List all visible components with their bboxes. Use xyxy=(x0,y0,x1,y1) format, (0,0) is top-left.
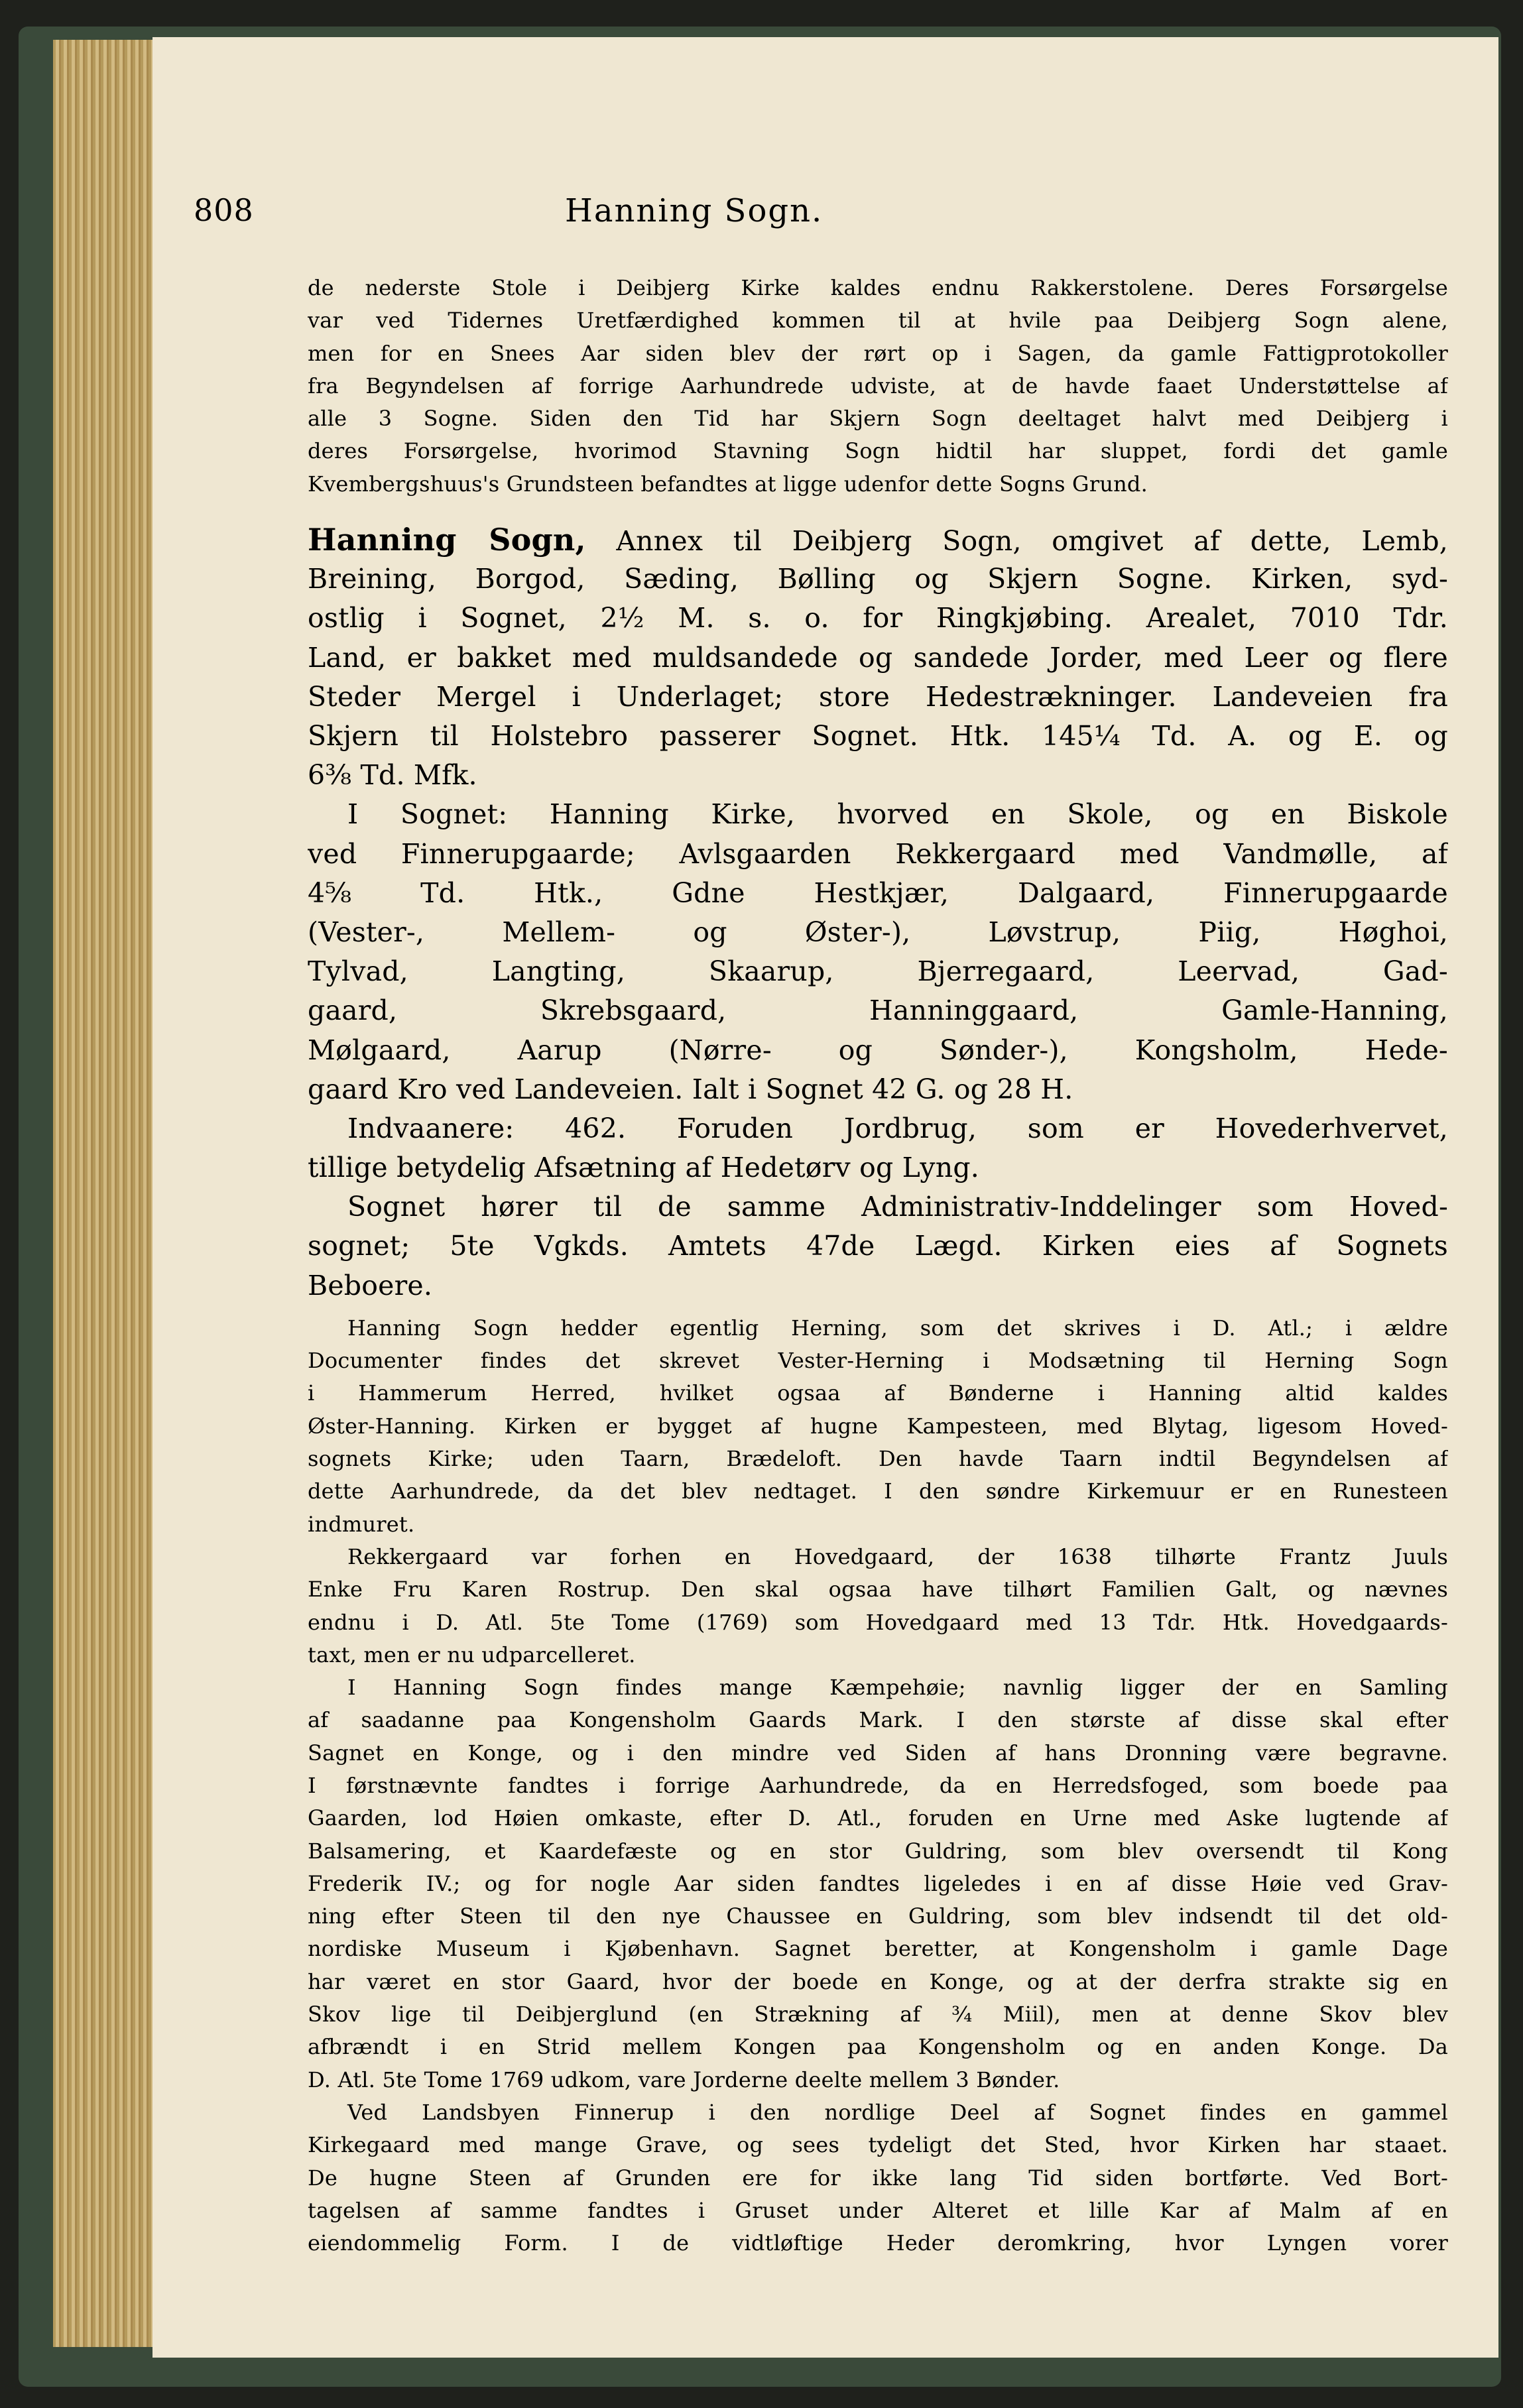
text-line: Kvembergshuus's Grundsteen befandtes at ligge udenfor dette Sogns Grund. xyxy=(308,471,1148,497)
notes-section xyxy=(308,1312,1448,2260)
text-line: sognet; 5te Vgkds. Amtets 47de Lægd. Kirken eies af Sognets xyxy=(308,1230,1448,1262)
text-line: Ved Landsbyen Finnerup i den nordlige Deel af Sognet findes en gammel xyxy=(347,2099,1448,2125)
text-line: Breining, Borgod, Sæding, Bølling og Skjern Sogne. Kirken, syd- xyxy=(308,563,1448,595)
text-line: Tylvad, Langting, Skaarup, Bjerregaard, Leervad, Gad- xyxy=(308,955,1448,988)
text-line: Enke Fru Karen Rostrup. Den skal ogsaa have tilhørt Familien Galt, og nævnes xyxy=(308,1577,1448,1602)
text-line: (Vester-, Mellem- og Øster-), Løvstrup, Piig, Høghoi, xyxy=(308,916,1448,948)
text-line: Gaarden, lod Høien omkaste, efter D. Atl., foruden en Urne med Aske lugtende af xyxy=(308,1805,1448,1831)
text-line: 6⅜ Td. Mfk. xyxy=(308,759,477,792)
text-line: endnu i D. Atl. 5te Tome (1769) som Hovedgaard med 13 Tdr. Htk. Hovedgaards- xyxy=(308,1609,1448,1635)
text-line: nordiske Museum i Kjøbenhavn. Sagnet beretter, at Kongensholm i gamle Dage xyxy=(308,1936,1448,1962)
text-line: i Hammerum Herred, hvilket ogsaa af Bønderne i Hanning altid kaldes xyxy=(308,1380,1448,1406)
text-line: Rekkergaard var forhen en Hovedgaard, der 1638 tilhørte Frantz Juuls xyxy=(347,1543,1448,1569)
text-line: Øster-Hanning. Kirken er bygget af hugne Kampesteen, med Blytag, ligesom Hoved- xyxy=(308,1413,1448,1439)
text-line: I førstnævnte fandtes i forrige Aarhundrede, da en Herredsfoged, som boede paa xyxy=(308,1772,1448,1798)
text-line: Indvaanere: 462. Foruden Jordbrug, som er Hovederhvervet, xyxy=(347,1112,1448,1144)
text-line: men for en Snees Aar siden blev der rørt op i Sagen, da gamle Fattigprotokoller xyxy=(308,340,1448,366)
text-line: indmuret. xyxy=(308,1511,415,1537)
text-line: I Sognet: Hanning Kirke, hvorved en Skole, og en Biskole xyxy=(347,798,1448,831)
spacer xyxy=(308,1305,1448,1312)
text-line: var ved Tidernes Uretfærdighed kommen til at hvile paa Deibjerg Sogn alene, xyxy=(308,308,1448,333)
text-line: de nederste Stole i Deibjerg Kirke kaldes endnu Rakkerstolene. Deres Forsørgelse xyxy=(308,275,1448,300)
entry-heading-line xyxy=(308,520,1448,560)
text-line: Beboere. xyxy=(308,1269,433,1301)
text-line: ostlig i Sognet, 2½ M. s. o. for Ringkjøbing. Arealet, 7010 Tdr. xyxy=(308,602,1448,634)
text-line: De hugne Steen af Grunden ere for ikke lang Tid siden bortførte. Ved Bort- xyxy=(308,2165,1448,2191)
text-line: I Hanning Sogn findes mange Kæmpehøie; navnlig ligger der en Samling xyxy=(347,1675,1448,1701)
text-line: Steder Mergel i Underlaget; store Hedestrækninger. Landeveien fra xyxy=(308,680,1448,713)
spacer xyxy=(308,501,1448,520)
main-entry xyxy=(308,520,1448,1305)
text-line: afbrændt i en Strid mellem Kongen paa Kongensholm og en anden Konge. Da xyxy=(308,2034,1448,2060)
intro-paragraph xyxy=(308,272,1448,501)
text-line: gaard, Skrebsgaard, Hanninggaard, Gamle-Hanning, xyxy=(308,994,1448,1027)
text-line: Kirkegaard med mange Grave, og sees tydeligt det Sted, hvor Kirken har staaet. xyxy=(308,2132,1448,2158)
text-line: Skjern til Holstebro passerer Sognet. Htk. 145¼ Td. A. og E. og xyxy=(308,720,1448,752)
running-title: Hanning Sogn. xyxy=(565,192,823,229)
text-line: Mølgaard, Aarup (Nørre- og Sønder-), Kongsholm, Hede- xyxy=(308,1034,1448,1066)
text-line: Land, er bakket med muldsandede og sandede Jorder, med Leer og flere xyxy=(308,641,1448,674)
text-line: Frederik IV.; og for nogle Aar siden fandtes ligeledes i en af disse Høie ved Grav- xyxy=(308,1870,1448,1896)
text-line: ved Finnerupgaarde; Avlsgaarden Rekkergaard med Vandmølle, af xyxy=(308,837,1448,870)
text-line: Hanning Sogn hedder egentlig Herning, som det skrives i D. Atl.; i ældre xyxy=(347,1315,1448,1341)
entry-heading: Hanning Sogn, xyxy=(308,522,586,558)
text-line: Balsamering, et Kaardefæste og en stor Guldring, som blev oversendt til Kong xyxy=(308,1838,1448,1864)
text-line: deres Forsørgelse, hvorimod Stavning Sogn hidtil har sluppet, fordi det gamle xyxy=(308,438,1448,464)
text-line: Annex til Deibjerg Sogn, omgivet af dette, Lemb, xyxy=(585,525,1448,558)
text-line: taxt, men er nu udparcelleret. xyxy=(308,1642,636,1667)
text-line: Skov lige til Deibjerglund (en Strækning af ¾ Miil), men at denne Skov blev xyxy=(308,2002,1448,2027)
text-line: tillige betydelig Afsætning af Hedetørv og Lyng. xyxy=(308,1152,979,1184)
text-line: af saadanne paa Kongensholm Gaards Mark. I den største af disse skal efter xyxy=(308,1707,1448,1733)
text-line: D. Atl. 5te Tome 1769 udkom, vare Jorderne deelte mellem 3 Bønder. xyxy=(308,2067,1060,2092)
text-line: sognets Kirke; uden Taarn, Brædeloft. Den havde Taarn indtil Begyndelsen af xyxy=(308,1446,1448,1472)
text-line: tagelsen af samme fandtes i Gruset under Alteret et lille Kar af Malm af en xyxy=(308,2197,1448,2223)
text-line: Sognet hører til de samme Administrativ-Inddelinger som Hoved- xyxy=(347,1191,1448,1223)
text-line: alle 3 Sogne. Siden den Tid har Skjern Sogn deeltaget halvt med Deibjerg i xyxy=(308,406,1448,432)
text-line: dette Aarhundrede, da det blev nedtaget. I den søndre Kirkemuur er en Runesteen xyxy=(308,1478,1448,1504)
text-line: har været en stor Gaard, hvor der boede en Konge, og at der derfra strakte sig en xyxy=(308,1968,1448,1994)
text-line: gaard Kro ved Landeveien. Ialt i Sognet 42 G. og 28 H. xyxy=(308,1073,1073,1105)
text-line: Documenter findes det skrevet Vester-Herning i Modsætning til Herning Sogn xyxy=(308,1348,1448,1374)
running-head xyxy=(194,192,1321,245)
text-line: ning efter Steen til den nye Chaussee en Guldring, som blev indsendt til det old- xyxy=(308,1903,1448,1929)
page-number: 808 xyxy=(194,192,254,228)
page-content xyxy=(308,272,1448,2259)
text-line: eiendommelig Form. I de vidtløftige Heder deromkring, hvor Lyngen vorer xyxy=(308,2230,1448,2256)
text-line: fra Begyndelsen af forrige Aarhundrede udviste, at de havde faaet Understøttelse af xyxy=(308,373,1448,398)
text-line: Sagnet en Konge, og i den mindre ved Siden af hans Dronning være begravne. xyxy=(308,1740,1448,1766)
page-edges xyxy=(53,40,159,2347)
text-line: 4⅝ Td. Htk., Gdne Hestkjær, Dalgaard, Finnerupgaarde xyxy=(308,876,1448,909)
